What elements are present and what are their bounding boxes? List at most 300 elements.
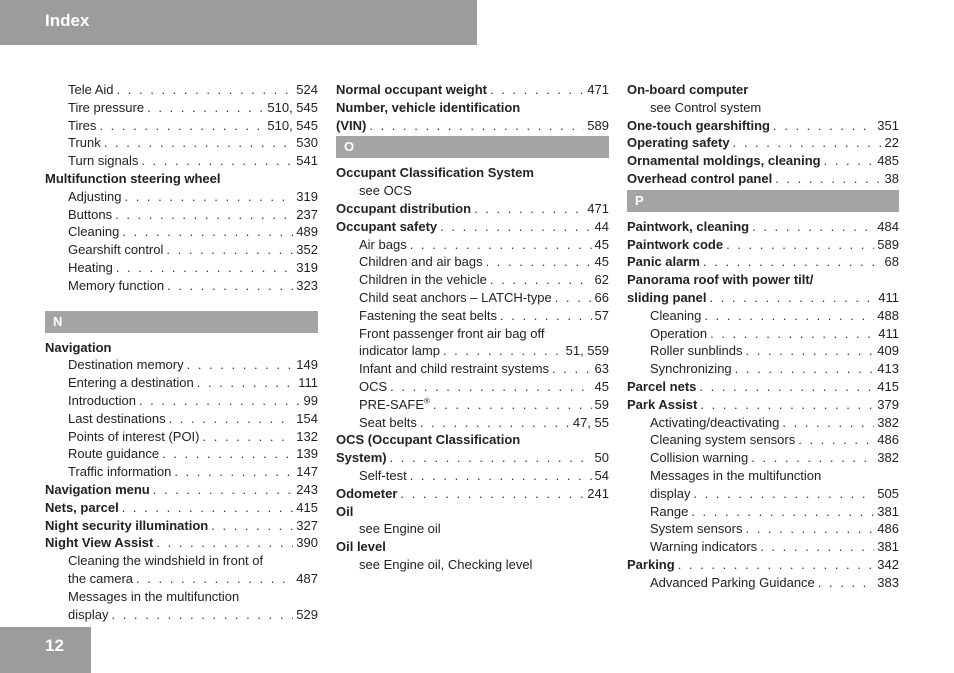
entry-page-number: 415 <box>296 499 318 515</box>
entry-term-text: Heating <box>68 259 113 275</box>
entry-term <box>650 431 795 449</box>
entry-page-number: 541 <box>296 153 318 169</box>
index-entry <box>627 289 899 307</box>
dot-leader <box>197 374 295 392</box>
entry-page-number: 382 <box>877 450 899 466</box>
entry-term-text: Front passenger front air bag off <box>359 325 545 341</box>
section-header-o: O <box>336 136 609 158</box>
index-subentry <box>45 259 318 277</box>
entry-term <box>359 253 483 271</box>
entry-term-text: Messages in the multifunction <box>68 588 240 604</box>
index-subentry <box>336 396 609 414</box>
entry-term <box>336 218 437 236</box>
page-number: 12 <box>45 636 64 655</box>
dot-leader <box>174 463 293 481</box>
entry-term <box>627 152 821 170</box>
index-subentry <box>336 289 609 307</box>
index-subentry <box>45 552 318 570</box>
entry-term <box>650 574 815 592</box>
entry-term <box>650 360 732 378</box>
dot-leader <box>710 325 875 343</box>
index-entry <box>627 378 899 396</box>
entry-page-number: 589 <box>587 117 609 133</box>
page-number-box <box>0 627 91 673</box>
entry-term-text: Roller sunblinds <box>650 343 743 359</box>
index-subentry <box>45 99 318 117</box>
entry-term <box>627 117 770 135</box>
entry-term <box>68 223 119 241</box>
entry-term-text: sliding panel <box>627 289 707 305</box>
entry-term <box>359 378 387 396</box>
entry-term <box>45 481 150 499</box>
entry-term <box>627 396 697 414</box>
index-subentry <box>336 467 609 485</box>
entry-term <box>68 188 121 206</box>
entry-term <box>650 485 690 503</box>
index-entry <box>336 200 609 218</box>
index-subentry <box>627 520 899 538</box>
index-subentry <box>45 277 318 295</box>
dot-leader <box>773 117 874 135</box>
index-entry <box>336 164 609 182</box>
entry-term <box>68 570 133 588</box>
index-subentry <box>336 236 609 254</box>
entry-term <box>627 271 813 289</box>
index-subentry <box>336 360 609 378</box>
entry-term <box>336 200 471 218</box>
index-entry <box>336 218 609 236</box>
dot-leader <box>116 259 293 277</box>
entry-term <box>68 277 164 295</box>
entry-term-text: Activating/deactivating <box>650 414 780 430</box>
entry-page-number: 139 <box>296 446 318 462</box>
header-bar <box>0 0 477 45</box>
entry-term-text: Parcel nets <box>627 378 697 394</box>
index-subentry <box>336 556 609 574</box>
entry-page-number: 382 <box>877 414 899 430</box>
entry-page-number: 327 <box>296 517 318 533</box>
entry-term-text: Tele Aid <box>68 82 114 97</box>
entry-page-number: 50 <box>594 450 609 466</box>
entry-page-number: 529 <box>296 606 318 622</box>
entry-term-text: see Engine oil, Checking level <box>359 556 533 572</box>
entry-page-number: 486 <box>877 521 899 537</box>
entry-term-text: Multifunction steering wheel <box>45 170 221 186</box>
section-spacer <box>45 295 318 309</box>
entry-page-number: 45 <box>594 254 609 270</box>
dot-leader <box>490 271 592 289</box>
entry-page-number: 413 <box>877 361 899 377</box>
entry-page-number: 352 <box>296 242 318 258</box>
dot-leader <box>117 81 294 99</box>
dot-leader <box>824 152 875 170</box>
index-subentry <box>336 520 609 538</box>
dot-leader <box>552 360 592 378</box>
dot-leader <box>410 467 592 485</box>
entry-term <box>68 134 101 152</box>
entry-page-number: 99 <box>303 392 318 408</box>
entry-term-text: Paintwork, cleaning <box>627 218 750 234</box>
dot-leader <box>167 277 293 295</box>
index-subentry <box>45 588 318 606</box>
dot-leader <box>440 218 591 236</box>
entry-page-number: 241 <box>587 485 609 501</box>
entry-page-number: 488 <box>877 307 899 323</box>
entry-page-number: 484 <box>877 218 899 234</box>
entry-term <box>359 289 552 307</box>
index-subentry <box>45 428 318 446</box>
entry-page-number: 237 <box>296 206 318 222</box>
index-subentry <box>45 606 318 624</box>
dot-leader <box>104 134 294 152</box>
entry-term-text: Overhead control panel <box>627 170 773 186</box>
dot-leader <box>390 449 592 467</box>
dot-leader <box>115 206 293 224</box>
index-subentry <box>627 574 899 592</box>
entry-page-number: 486 <box>877 432 899 448</box>
entry-term <box>627 378 696 396</box>
entry-page-number: 323 <box>296 277 318 293</box>
entry-term <box>627 236 723 254</box>
entry-term-text: Advanced Parking Guidance <box>650 574 815 590</box>
index-subentry <box>627 449 899 467</box>
index-subentry <box>627 467 899 485</box>
index-subentry <box>45 81 318 99</box>
index-entry <box>336 81 609 99</box>
dot-leader <box>745 520 874 538</box>
dot-leader <box>699 378 874 396</box>
entry-term <box>336 117 366 135</box>
entry-page-number: 44 <box>594 218 609 234</box>
entry-page-number: 111 <box>298 375 318 391</box>
entry-page-number: 409 <box>877 343 899 359</box>
entry-term-text: Fastening the seat belts <box>359 307 498 323</box>
entry-term <box>627 170 772 188</box>
entry-page-number: 381 <box>877 503 899 519</box>
entry-term <box>336 164 534 182</box>
entry-term <box>359 467 407 485</box>
entry-page-number: 149 <box>296 357 318 373</box>
entry-term-text: Synchronizing <box>650 361 732 377</box>
dot-leader <box>111 606 293 624</box>
dot-leader <box>700 396 874 414</box>
index-entry <box>627 81 899 99</box>
index-subentry <box>627 99 899 117</box>
entry-page-number: 66 <box>594 289 609 305</box>
index-subentry <box>336 307 609 325</box>
entry-term-text: Destination memory <box>68 357 184 373</box>
dot-leader <box>474 200 584 218</box>
entry-term-text: Ornamental moldings, cleaning <box>627 153 821 169</box>
index-entry <box>627 152 899 170</box>
entry-term-text: Introduction <box>68 392 136 408</box>
entry-term-text: Night View Assist <box>45 535 154 551</box>
entry-term-text: System sensors <box>650 521 743 537</box>
entry-term-text: Range <box>650 503 689 519</box>
entry-term <box>68 552 263 570</box>
dot-leader <box>153 481 294 499</box>
index-subentry <box>336 325 609 343</box>
entry-term <box>359 271 487 289</box>
index-entry <box>336 485 609 503</box>
entry-page-number: 54 <box>594 467 609 483</box>
index-subentry <box>45 117 318 135</box>
index-subentry <box>336 378 609 396</box>
entry-term-text: Infant and child restraint systems <box>359 361 550 377</box>
entry-term <box>359 556 532 574</box>
entry-term <box>68 392 136 410</box>
entry-term <box>359 360 549 378</box>
entry-term-text: Warning indicators <box>650 539 758 555</box>
index-entry <box>627 271 899 289</box>
entry-page-number: 351 <box>877 117 899 133</box>
dot-leader <box>703 253 882 271</box>
dot-leader <box>760 538 874 556</box>
index-entry <box>336 99 609 117</box>
index-subentry <box>45 206 318 224</box>
entry-term-text: the camera <box>68 570 134 586</box>
entry-term-text: Park Assist <box>627 396 698 412</box>
entry-term-text: Cleaning system sensors <box>650 432 796 448</box>
entry-term-text: Self-test <box>359 467 407 483</box>
entry-page-number: 51, 559 <box>565 343 609 359</box>
entry-page-number: 59 <box>594 396 609 412</box>
index-entry <box>45 517 318 535</box>
entry-page-number: 411 <box>878 289 899 305</box>
index-subentry <box>627 307 899 325</box>
entry-term <box>359 520 441 538</box>
dot-leader <box>400 485 584 503</box>
entry-term-text: OCS <box>359 378 388 394</box>
entry-term-text: System) <box>336 450 387 466</box>
entry-page-number: 589 <box>877 236 899 252</box>
entry-term <box>359 342 440 360</box>
entry-term <box>627 134 730 152</box>
entry-term-text: see OCS <box>359 183 412 199</box>
entry-page-number: 63 <box>594 361 609 377</box>
entry-term-text: Seat belts <box>359 414 417 430</box>
entry-term-text: Air bags <box>359 236 407 252</box>
dot-leader <box>433 396 592 414</box>
index-entry <box>45 481 318 499</box>
entry-term-text: (VIN) <box>336 117 367 133</box>
entry-term-text: Number, vehicle identification <box>336 99 521 115</box>
entry-term <box>68 428 200 446</box>
entry-term <box>627 253 700 271</box>
index-subentry <box>627 325 899 343</box>
entry-page-number: 415 <box>877 378 899 394</box>
index-subentry <box>45 463 318 481</box>
entry-term <box>627 218 749 236</box>
entry-term-text: Gearshift control <box>68 242 164 258</box>
index-subentry <box>627 360 899 378</box>
index-subentry <box>45 188 318 206</box>
dot-leader <box>798 431 874 449</box>
entry-page-number: 342 <box>877 556 899 572</box>
index-subentry <box>45 241 318 259</box>
entry-term <box>650 503 688 521</box>
dot-leader <box>704 307 874 325</box>
dot-leader <box>735 360 875 378</box>
entry-term-text: Turn signals <box>68 153 139 169</box>
entry-term-text: Route guidance <box>68 446 160 462</box>
entry-page-number: 62 <box>594 272 609 288</box>
page-title: Index <box>45 11 90 30</box>
entry-term <box>650 538 757 556</box>
index-subentry <box>627 431 899 449</box>
dot-leader <box>500 307 592 325</box>
entry-term <box>336 538 386 556</box>
entry-term <box>359 307 497 325</box>
entry-term-text: Messages in the multifunction <box>650 467 822 483</box>
entry-term <box>45 534 153 552</box>
entry-page-number: 471 <box>587 82 609 97</box>
entry-term-text: OCS (Occupant Classification <box>336 432 521 448</box>
index-subentry <box>627 414 899 432</box>
dot-leader <box>166 241 293 259</box>
index-subentry <box>336 253 609 271</box>
entry-term-text: Cleaning <box>650 307 702 323</box>
entry-term <box>336 81 487 99</box>
entry-term <box>68 588 239 606</box>
dot-leader <box>751 449 874 467</box>
entry-term <box>45 339 111 357</box>
index-entry <box>627 170 899 188</box>
dot-leader <box>141 152 293 170</box>
dot-leader <box>691 503 874 521</box>
entry-term-text: Cleaning the windshield in front of <box>68 553 264 569</box>
registered-mark: ® <box>424 396 430 406</box>
entry-term <box>359 396 430 414</box>
dot-leader <box>555 289 592 307</box>
dot-leader <box>211 517 293 535</box>
entry-page-number: 45 <box>594 378 609 394</box>
entry-term <box>359 325 544 343</box>
index-subentry <box>45 570 318 588</box>
entry-page-number: 383 <box>877 574 899 590</box>
entry-term-text: Tire pressure <box>68 99 145 115</box>
entry-term <box>359 414 417 432</box>
entry-page-number: 510, 545 <box>267 117 318 133</box>
index-subentry <box>627 342 899 360</box>
section-header-p: P <box>627 190 899 212</box>
index-entry <box>336 538 609 556</box>
entry-term <box>650 414 779 432</box>
index-subentry <box>45 152 318 170</box>
entry-term-text: Cleaning <box>68 224 120 240</box>
entry-term <box>68 445 159 463</box>
entry-term <box>68 463 171 481</box>
entry-term-text: see Control system <box>650 99 762 115</box>
entry-term-text: Paintwork code <box>627 236 724 252</box>
entry-page-number: 57 <box>594 307 609 323</box>
index-subentry <box>45 356 318 374</box>
entry-term <box>68 374 194 392</box>
entry-term-text: Oil <box>336 503 354 519</box>
dot-leader <box>147 99 264 117</box>
entry-term-text: Operation <box>650 325 708 341</box>
entry-term <box>68 241 163 259</box>
entry-term <box>650 307 701 325</box>
entry-term <box>68 152 138 170</box>
entry-term-text: Oil level <box>336 539 386 555</box>
index-entry <box>627 236 899 254</box>
entry-page-number: 390 <box>296 535 318 551</box>
entry-page-number: 530 <box>296 135 318 151</box>
entry-term <box>627 81 748 99</box>
entry-term-text: Last destinations <box>68 410 166 426</box>
entry-page-number: 471 <box>587 200 609 216</box>
index-subentry <box>627 538 899 556</box>
entry-page-number: 319 <box>296 259 318 275</box>
index-entry <box>627 253 899 271</box>
index-entry <box>627 556 899 574</box>
entry-term-text: Night security illumination <box>45 517 209 533</box>
entry-term-text: Child seat anchors – LATCH-type <box>359 289 552 305</box>
entry-term-text: On-board computer <box>627 82 749 97</box>
dot-leader <box>203 428 294 446</box>
index-entry <box>336 431 609 449</box>
entry-term-text: Memory function <box>68 277 165 293</box>
dot-leader <box>136 570 293 588</box>
entry-term <box>45 517 208 535</box>
entry-term <box>68 206 112 224</box>
dot-leader <box>733 134 882 152</box>
entry-term <box>359 236 407 254</box>
entry-page-number: 505 <box>877 485 899 501</box>
index-subentry <box>45 445 318 463</box>
dot-leader <box>420 414 570 432</box>
entry-term-text: Entering a destination <box>68 375 194 391</box>
entry-term-text: Children and air bags <box>359 254 483 270</box>
dot-leader <box>818 574 875 592</box>
entry-term-text: Collision warning <box>650 450 749 466</box>
index-entry <box>627 117 899 135</box>
entry-term <box>68 606 108 624</box>
entry-term-text: indicator lamp <box>359 343 440 359</box>
entry-term-text: Panorama roof with power tilt/ <box>627 272 814 288</box>
entry-term <box>359 182 412 200</box>
entry-page-number: 22 <box>884 135 899 151</box>
dot-leader <box>187 356 294 374</box>
index-column-1 <box>45 81 318 623</box>
dot-leader <box>169 410 294 428</box>
index-entry <box>627 396 899 414</box>
index-subentry <box>336 271 609 289</box>
entry-term-text: Occupant safety <box>336 218 438 234</box>
entry-page-number: 487 <box>296 570 318 586</box>
entry-term <box>650 449 748 467</box>
index-entry <box>627 134 899 152</box>
entry-term <box>650 342 743 360</box>
index-entry <box>336 449 609 467</box>
entry-term-text: display <box>650 485 691 501</box>
entry-term-text: Trunk <box>68 135 101 151</box>
index-subentry <box>336 182 609 200</box>
dot-leader <box>709 289 875 307</box>
index-subentry <box>336 342 609 360</box>
dot-leader <box>124 188 293 206</box>
dot-leader <box>410 236 592 254</box>
dot-leader <box>139 392 301 410</box>
index-entry <box>336 503 609 521</box>
dot-leader <box>746 342 875 360</box>
entry-page-number: 68 <box>884 254 899 270</box>
index-entry <box>45 499 318 517</box>
entry-term <box>336 99 520 117</box>
dot-leader <box>726 236 874 254</box>
dot-leader <box>162 445 293 463</box>
